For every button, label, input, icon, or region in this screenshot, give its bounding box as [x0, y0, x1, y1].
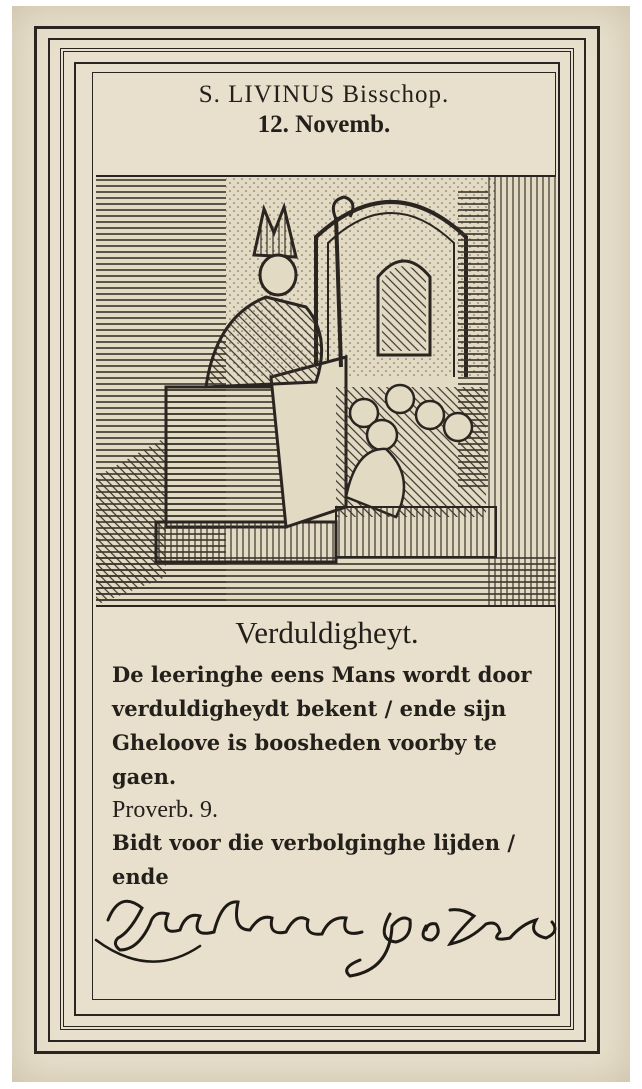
feast-date: 12. Novemb. [257, 111, 391, 138]
handwritten-signature [90, 880, 570, 990]
prayer-text: Bidt voor die verbolginghe lijden / ende [112, 830, 516, 889]
woodcut-illustration [96, 175, 556, 607]
card-header [92, 80, 556, 140]
pulpit [156, 357, 346, 562]
proverb-verse: De leeringhe eens Mans wordt door verduldigheydt bekent / ende sijn Gheloove is boosheden voorby te gaen. [112, 662, 532, 789]
window [378, 261, 430, 355]
saint-title: S. LIVINUS Bisschop. [198, 81, 450, 108]
card-text [112, 614, 542, 894]
congregation [336, 385, 496, 557]
virtue-heading: Verduldigheyt. [235, 615, 419, 650]
proverb-reference: Proverb. 9. [112, 797, 218, 823]
